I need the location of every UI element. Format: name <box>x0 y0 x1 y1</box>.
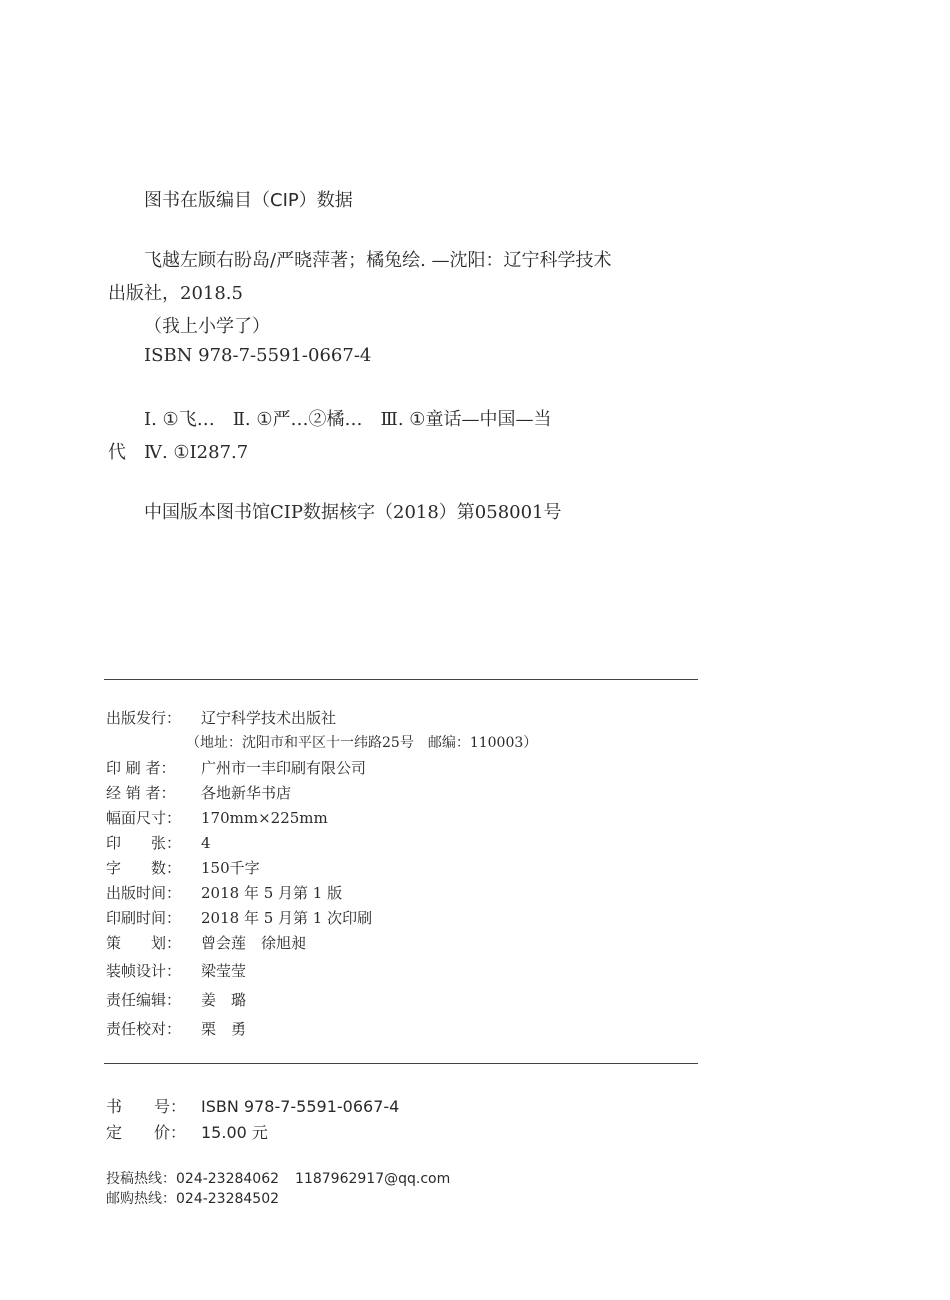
mail-order-hotline-row <box>106 1188 279 1208</box>
designer-value: 梁莹莹 <box>201 962 247 980</box>
cip-classification-line2: 代 Ⅳ. ①I287.7 <box>108 442 249 463</box>
distributor-row <box>106 782 291 803</box>
words-label: 字 数： <box>106 859 182 877</box>
proofreader-value: 栗 勇 <box>201 1020 247 1038</box>
print-date-row <box>106 907 372 928</box>
publisher-label: 出版发行： <box>106 709 182 727</box>
cip-series: （我上小学了） <box>144 316 270 337</box>
print-date-value: 2018 年 5 月第 1 次印刷 <box>201 909 373 927</box>
sheets-value: 4 <box>201 834 211 852</box>
printer-row <box>106 757 366 778</box>
designer-row <box>106 960 246 981</box>
editor-value: 姜 璐 <box>201 991 247 1009</box>
distributor-label: 经 销 者： <box>106 784 176 802</box>
planner-label: 策 划： <box>106 934 182 952</box>
words-row <box>106 857 260 878</box>
divider-top <box>104 679 698 680</box>
publisher-address: （地址：沈阳市和平区十一纬路25号 邮编：110003） <box>186 735 538 751</box>
publisher-value: 辽宁科学技术出版社 <box>201 709 337 727</box>
book-isbn-value: ISBN 978-7-5591-0667-4 <box>201 1097 400 1116</box>
cip-classification-line1: Ⅰ. ①飞… Ⅱ. ①严…②橘… Ⅲ. ①童话—中国—当 <box>144 409 552 430</box>
distributor-value: 各地新华书店 <box>201 784 292 802</box>
proofreader-row <box>106 1018 246 1039</box>
price-label: 定 价： <box>106 1123 187 1142</box>
submission-hotline-row <box>106 1168 450 1188</box>
sheets-label: 印 张： <box>106 834 182 852</box>
editor-row <box>106 989 246 1010</box>
submission-hotline-value: 024-23284062 <box>176 1171 280 1187</box>
pub-date-row <box>106 882 342 903</box>
proofreader-label: 责任校对： <box>106 1020 182 1038</box>
cip-isbn: ISBN 978-7-5591-0667-4 <box>144 345 372 366</box>
publisher-row <box>106 707 336 728</box>
book-isbn-label: 书 号： <box>106 1097 187 1116</box>
format-value: 170mm×225mm <box>201 809 328 827</box>
mail-order-hotline-value: 024-23284502 <box>176 1191 280 1207</box>
book-isbn-row <box>106 1094 399 1117</box>
cip-description-line2: 出版社，2018.5 <box>108 283 243 304</box>
submission-hotline-label: 投稿热线： <box>106 1171 176 1187</box>
contact-email[interactable]: 1187962917@qq.com <box>295 1171 451 1187</box>
planner-value: 曾会莲 徐旭昶 <box>201 934 307 952</box>
cip-heading: 图书在版编目（CIP）数据 <box>144 190 353 211</box>
designer-label: 装帧设计： <box>106 962 182 980</box>
divider-bottom <box>104 1063 698 1064</box>
pub-date-label: 出版时间： <box>106 884 182 902</box>
price-row <box>106 1120 268 1143</box>
print-date-label: 印刷时间： <box>106 909 182 927</box>
planner-row <box>106 932 306 953</box>
mail-order-hotline-label: 邮购热线： <box>106 1191 176 1207</box>
format-row <box>106 807 328 828</box>
format-label: 幅面尺寸： <box>106 809 182 827</box>
cip-number: 中国版本图书馆CIP数据核字（2018）第058001号 <box>144 502 562 523</box>
sheets-row <box>106 832 211 853</box>
words-value: 150千字 <box>201 859 260 877</box>
pub-date-value: 2018 年 5 月第 1 版 <box>201 884 343 902</box>
editor-label: 责任编辑： <box>106 991 182 1009</box>
printer-label: 印 刷 者： <box>106 759 176 777</box>
price-value: 15.00 元 <box>201 1123 268 1142</box>
printer-value: 广州市一丰印刷有限公司 <box>201 759 367 777</box>
cip-description-line1: 飞越左顾右盼岛/严晓萍著；橘兔绘. —沈阳：辽宁科学技术 <box>144 250 612 271</box>
